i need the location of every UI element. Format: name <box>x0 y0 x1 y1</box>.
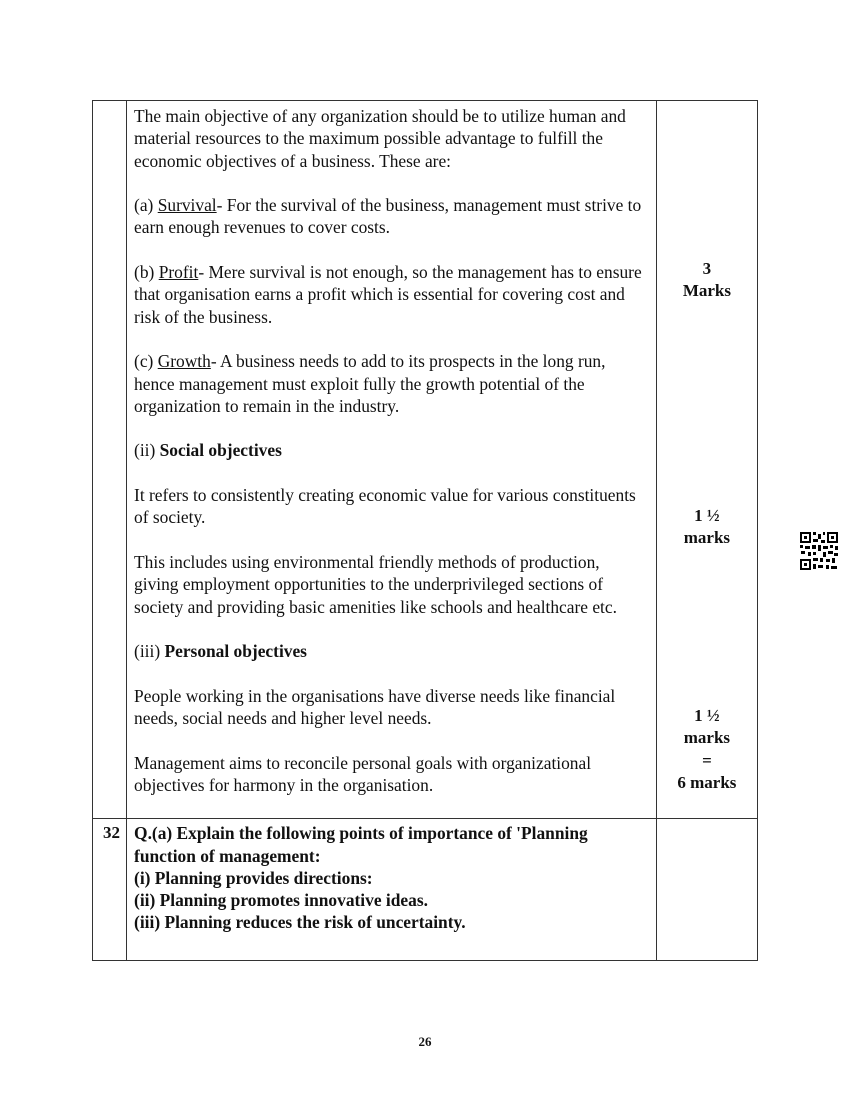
marks-economic: 3 Marks <box>682 259 731 301</box>
social-paragraph-1: It refers to consistently creating economic value for various constituents of society. <box>134 485 636 528</box>
answer-number-cell <box>93 101 127 819</box>
profit-paragraph: (b) Profit- Mere survival is not enough, so the management has to ensure that organisation earns a profit which is essential for covering cost and risk of the business. <box>134 262 642 327</box>
question-line: (ii) Planning promotes innovative ideas. <box>134 890 428 911</box>
intro-paragraph: The main objective of any organization should be to utilize human and material resources to the maximum possible advantage to fulfill the economic objectives of a business. These are: <box>134 106 626 171</box>
question-line: (i) Planning provides directions: <box>134 867 373 888</box>
answer-body-cell <box>127 101 657 819</box>
survival-term: Survival <box>157 195 217 216</box>
answer-row <box>93 101 758 819</box>
growth-paragraph: (c) Growth- A business needs to add to its prospects in the long run, hence management must exploit fully the growth potential of the organization to remain in the industry. <box>134 351 606 416</box>
answer-table <box>92 100 758 961</box>
profit-term: Profit <box>158 262 199 283</box>
marks-social: 1 ½ marks <box>683 506 731 548</box>
personal-paragraph-2: Management aims to reconcile personal goals with organizational objectives for harmony in the organisation. <box>134 752 592 795</box>
marks-cell <box>656 101 757 819</box>
question-row <box>93 819 758 960</box>
social-paragraph-2: This includes using environmental friendly methods of production, giving employment opportunities to the underprivileged sections of society and providing basic amenities like schools and healthcare etc. <box>134 551 617 617</box>
growth-term: Growth <box>157 351 211 372</box>
question-number: 32 <box>93 819 127 960</box>
social-heading: (ii) Social objectives <box>134 440 282 461</box>
question-body-cell <box>127 819 657 960</box>
question-line: Q.(a) Explain the following points of importance of 'Planning function of management: <box>134 823 588 866</box>
question-line: (iii) Planning reduces the risk of uncertainty. <box>134 912 466 933</box>
question-marks-cell <box>656 819 757 960</box>
marks-personal: 1 ½ marks = 6 marks <box>677 706 737 792</box>
personal-paragraph-1: People working in the organisations have diverse needs like financial needs, social needs and higher level needs. <box>134 685 616 729</box>
page-number: 26 <box>418 1034 432 1049</box>
qr-code-icon <box>799 531 839 571</box>
survival-paragraph: (a) Survival- For the survival of the business, management must strive to earn enough revenues to cover costs. <box>134 195 642 238</box>
personal-heading: (iii) Personal objectives <box>134 641 307 662</box>
